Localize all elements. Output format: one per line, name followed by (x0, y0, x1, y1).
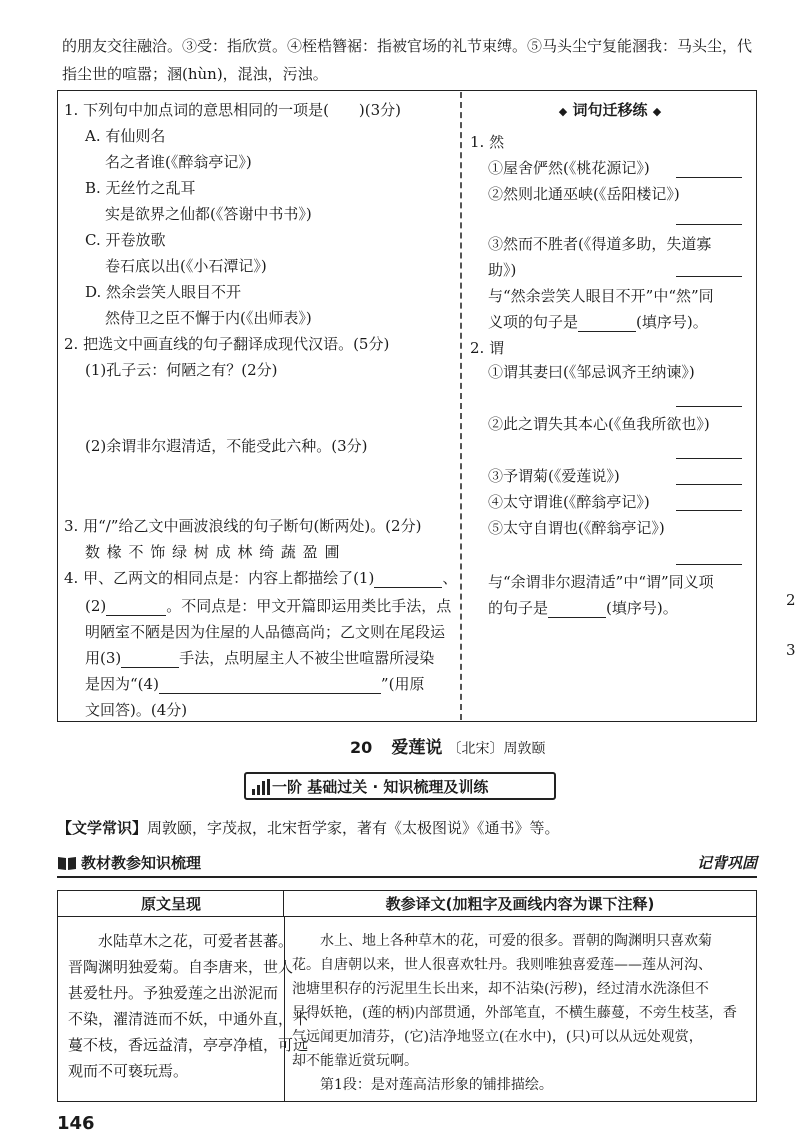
translation-line: 花。自唐朝以来，世人很喜欢牡丹。我则唯独喜爱莲——莲从河沟、 (292, 957, 712, 973)
question-2-part-2: (2)余谓非尔遐清适，不能受此六种。(3分) (85, 437, 368, 455)
lesson-title: 爱莲说 (391, 738, 443, 758)
word-1-item-3-cont: 助》) (488, 261, 517, 279)
option-a-line-1: A. 有仙则名 (85, 127, 166, 145)
word-2-question-line-1: 与“余谓非尔遐清适”中“谓”同义项 (488, 573, 714, 591)
option-b-line-1: B. 无丝竹之乱耳 (85, 179, 196, 197)
answer-line[interactable] (676, 564, 742, 565)
option-c-line-1: C. 开卷放歌 (85, 231, 166, 249)
option-a-line-2: 名之者谁(《醉翁亭记》) (105, 153, 252, 171)
lesson-author: 〔北宋〕周敦颐 (447, 741, 546, 757)
word-2-item-4: ④太守谓谁(《醉翁亭记》) (488, 493, 650, 511)
original-line: 甚爱牡丹。予独爱莲之出淤泥而 (68, 984, 279, 1002)
word-1-item-3: ③然而不胜者(《得道多助，失道寡 (488, 235, 712, 253)
answer-line[interactable] (676, 484, 742, 485)
original-line: 晋陶渊明独爱菊。自李唐来，世人 (68, 958, 294, 976)
footnote-line-1: 的朋友交往融洽。③受：指欣赏。④桎梏簪裾：指被官场的礼节束缚。⑤马头尘宁复能溷我：马头尘，代 (62, 37, 753, 55)
banner-text: 一阶 基础过关 · 知识梳理及训练 (272, 778, 489, 796)
table-header-cell: 原文呈现 (58, 891, 284, 917)
option-b-line-2: 实是欲界之仙都(《答谢中书书》) (105, 205, 312, 223)
margin-mark: 3 (786, 641, 796, 659)
answer-line[interactable] (676, 224, 742, 225)
word-1-heading: 1. 然 (470, 133, 505, 151)
translation-line: 水上、地上各种草木的花，可爱的很多。晋朝的陶渊明只喜欢菊 (292, 933, 712, 949)
box-divider (460, 92, 462, 720)
answer-blank-1[interactable] (374, 570, 442, 588)
translation-line: 池塘里积存的污泥里生长出来，却不沾染(污秽)，经过清水洗涤但不 (292, 981, 709, 997)
word-2-item-1: ①谓其妻曰(《邹忌讽齐王纳谏》) (488, 363, 695, 381)
answer-blank-4[interactable] (159, 676, 381, 694)
answer-blank[interactable] (578, 314, 636, 332)
option-c-line-2: 卷石底以出(《小石潭记》) (105, 257, 267, 275)
margin-mark: 2 (786, 591, 796, 609)
question-4-line-1: 4. 甲、乙两文的相同点是：内容上都描绘了(1) 、 (64, 569, 458, 587)
word-2-item-2: ②此之谓失其本心(《鱼我所欲也》) (488, 415, 710, 433)
question-4-line-2: (2) 。不同点是：甲文开篇即运用类比手法，点 (85, 597, 452, 615)
translation-line: 却不能靠近赏玩啊。 (292, 1053, 418, 1069)
translation-line: 气远闻更加清芬，(它)洁净地竖立(在水中)，(只)可以从远处观赏， (292, 1029, 703, 1045)
diamond-icon: ◆ (558, 105, 568, 118)
literature-tag: 【文学常识】 (57, 819, 148, 837)
translation-line: 显得妖艳，(莲的柄)内部贯通，外部笔直，不横生藤蔓，不旁生枝茎，香 (292, 1005, 737, 1021)
word-2-question-line-2: 的句子是 (填序号)。 (488, 599, 678, 617)
paragraph-note: 第1段：是对莲高洁形象的铺排描绘。 (320, 1077, 553, 1093)
answer-blank-3[interactable] (121, 650, 179, 668)
answer-line[interactable] (676, 276, 742, 277)
original-line: 不染，濯清涟而不妖，中通外直，不 (68, 1010, 309, 1028)
question-2-part-1: (1)孔子云：何陋之有？(2分) (85, 361, 278, 379)
word-2-heading: 2. 谓 (470, 339, 505, 357)
section-banner (244, 772, 556, 800)
word-1-item-2: ②然则北通巫峡(《岳阳楼记》) (488, 185, 680, 203)
question-4-line-3: 明陋室不陋是因为住屋的人品德高尚；乙文则在尾段运 (85, 623, 446, 641)
page-number: 146 (57, 1113, 95, 1132)
question-3: 3. 用“/”给乙文中画波浪线的句子断句(断两处)。(2分) (64, 517, 422, 535)
bar-chart-icon (252, 779, 270, 795)
word-2-item-5: ⑤太守自谓也(《醉翁亭记》) (488, 519, 665, 537)
panel-title: ◆ 词句迁移练 ◆ (558, 101, 662, 119)
answer-line[interactable] (676, 510, 742, 511)
section-header (57, 852, 757, 874)
section-rule (57, 876, 757, 878)
answer-blank[interactable] (548, 600, 606, 618)
original-line: 观而不可亵玩焉。 (68, 1062, 189, 1080)
literature-note: 【文学常识】周敦颐，字茂叔，北宋哲学家，著有《太极图说》《通书》等。 (57, 819, 560, 837)
word-2-item-3: ③予谓菊(《爱莲说》) (488, 467, 620, 485)
section-title: 教材教参知识梳理 (81, 854, 202, 872)
answer-blank-2[interactable] (106, 598, 166, 616)
answer-line[interactable] (676, 406, 742, 407)
original-line: 水陆草木之花，可爱者甚蕃。 (68, 932, 294, 950)
word-1-question-line-2: 义项的句子是 (填序号)。 (488, 313, 708, 331)
word-1-question-line-1: 与“然余尝笑人眼目不开”中“然”同 (488, 287, 714, 305)
option-d-line-1: D. 然余尝笑人眼目不开 (85, 283, 242, 301)
lesson-heading (350, 738, 545, 759)
answer-line[interactable] (676, 458, 742, 459)
question-4-line-6: 文回答)。(4分) (85, 701, 188, 719)
option-d-line-2: 然侍卫之臣不懈于内(《出师表》) (105, 309, 312, 327)
question-3-sentence: 数 椽 不 饰 绿 树 成 林 绮 蔬 盈 圃 (85, 543, 341, 561)
table-header-cell: 教参译文(加粗字及画线内容为课下注释) (284, 891, 756, 917)
question-2: 2. 把选文中画直线的句子翻译成现代汉语。(5分) (64, 335, 390, 353)
answer-line[interactable] (676, 177, 742, 178)
original-line: 蔓不枝，香远益清，亭亭净植，可远 (68, 1036, 309, 1054)
footnote-line-2: 指尘世的喧嚣；溷(hùn)，混浊，污浊。 (62, 65, 328, 83)
section-right-label: 记背巩固 (696, 854, 757, 872)
question-1: 1. 下列句中加点词的意思相同的一项是( )(3分) (64, 101, 402, 119)
question-4-line-5: 是因为“(4) ”(用原 (85, 675, 425, 693)
book-icon (57, 855, 77, 871)
lesson-number: 20 (350, 738, 373, 757)
word-1-item-1: ①屋舍俨然(《桃花源记》) (488, 159, 650, 177)
question-4-line-4: 用(3) 手法，点明屋主人不被尘世喧嚣所浸染 (85, 649, 435, 667)
knowledge-table (57, 890, 757, 1102)
diamond-icon: ◆ (652, 105, 662, 118)
